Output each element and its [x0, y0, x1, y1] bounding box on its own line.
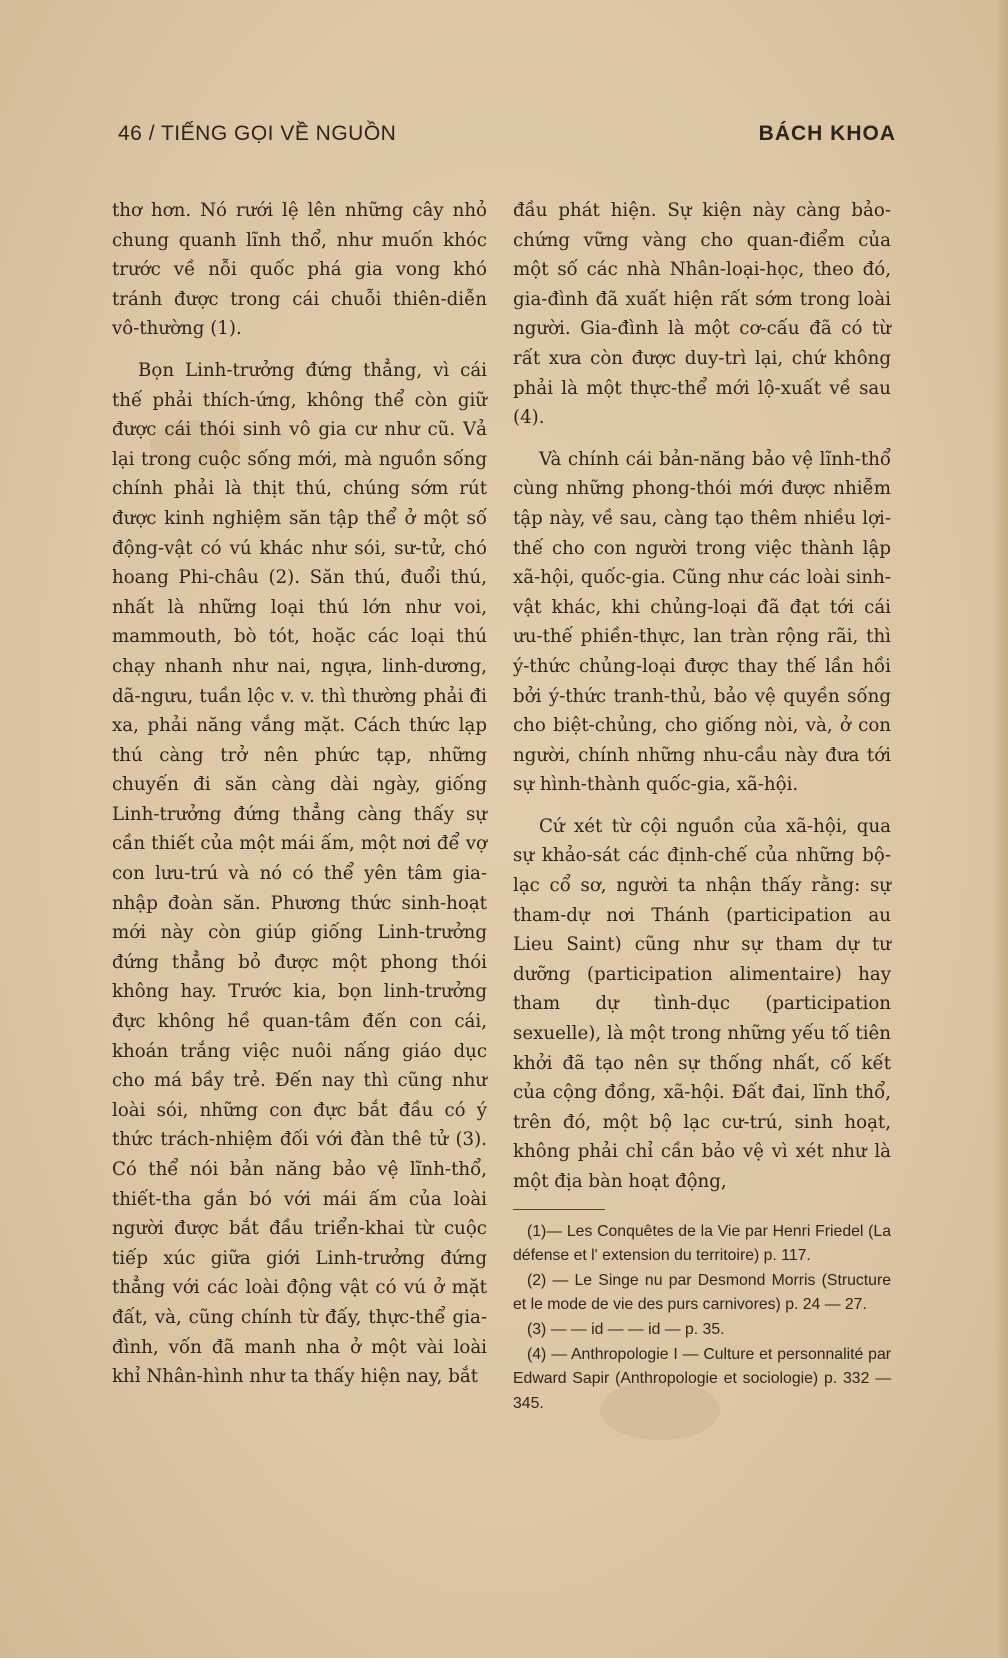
footnote: (1)— Les Conquêtes de la Vie par Henri Friedel (La défense et l' extension du territoire) p. 117. [513, 1222, 891, 1265]
footnote: (3) — — id — — id — p. 35. [527, 1320, 725, 1338]
page-edge [994, 0, 1008, 1658]
paragraph: Và chính cái bản-năng bảo vệ lĩnh-thổ cùng những phong-thói mới được nhiễm tập này, về sau, càng tạo thêm nhiều lợi-thế cho con người trong việc thành lập xã-hội, quốc-gia. Cũng như các loài sinh-vật khác, khi chủng-loại đã đạt tới cái ưu-thế phiền-thực, lan tràn rộng rãi, thì ý-thức chủng-loại được thay thế lần hồi bởi ý-thức tranh-thủ, bảo vệ quyền sống cho biệt-chủng, cho giống nòi, và, ở con người, chính những nhu-cầu này đưa tới sự hình-thành quốc-gia, xã-hội. [513, 448, 891, 796]
paragraph: đầu phát hiện. Sự kiện này càng bảo-chứng vững vàng cho quan-điểm của một số các nhà Nhân-loại-học, theo đó, gia-đình đã xuất hiện rất sớm trong loài người. Gia-đình là một cơ-cấu đã có từ rất xưa còn được duy-trì lại, chứ không phải là một thực-thể mới lộ-xuất về sau (4). [513, 200, 891, 429]
page-number-title: 46 / TIẾNG GỌI VỀ NGUỒN [118, 122, 397, 145]
paragraph: thơ hơn. Nó rưới lệ lên những cây nhỏ chung quanh lĩnh thổ, như muốn khóc trước về nỗi quốc phá gia vong khó tránh được trong cái chuỗi thiên-diễn vô-thường (1). [112, 200, 487, 340]
right-column [513, 196, 891, 1416]
footnotes [513, 1220, 891, 1417]
paragraph: Cứ xét từ cội nguồn của xã-hội, qua sự khảo-sát các định-chế của những bộ-lạc cổ sơ, người ta nhận thấy rằng: sự tham-dự nơi Thánh (participation au Lieu Saint) cũng như sự tham dự tư dưỡng (participation alimentaire) hay tham dự tình-dục (participation sexuelle), là một trong những yếu tố tiên khởi đã tạo nên sự thống nhất, cố kết của cộng đồng, xã-hội. Đất đai, lĩnh thổ, trên đó, một bộ lạc cư-trú, sinh hoạt, không phải chỉ cần bảo vệ vì xét như là một địa bàn hoạt động, [513, 815, 891, 1192]
running-header [118, 122, 896, 152]
left-column [112, 196, 487, 1392]
publication-name: BÁCH KHOA [758, 122, 896, 145]
footnote: (4) — Anthropologie I — Culture et personnalité par Edward Sapir (Anthropologie et sociologie) p. 332 — 345. [513, 1345, 891, 1412]
footnote: (2) — Le Singe nu par Desmond Morris (Structure et le mode de vie des purs carnivores) p. 24 — 27. [513, 1271, 891, 1314]
footnote-divider [513, 1209, 605, 1210]
paragraph: Bọn Linh-trưởng đứng thẳng, vì cái thế phải thích-ứng, không thể còn giữ được cái thói sinh vô gia cư như cũ. Vả lại trong cuộc sống mới, mà nguồn sống chính phải là thịt thú, chúng sớm rút được kinh nghiệm săn tập thể ở một số động-vật có vú khác như sói, sư-tử, chó hoang Phi-châu (2). Săn thú, đuổi thú, nhất là những loại thú lớn như voi, mammouth, bò tót, hoặc các loại thú chạy nhanh như nai, ngựa, linh-dương, dã-ngưu, tuần lộc v. v. thì thường phải đi xa, phải năng vắng mặt. Cách thức lạp thú càng trở nên phức tạp, những chuyến đi săn càng dài ngày, giống Linh-trưởng đứng thẳng càng thấy sự cần thiết của một mái ấm, một nơi để vợ con lưu-trú và nó có thể yên tâm gia-nhập đoàn săn. Phương thức sinh-hoạt mới này còn giúp giống Linh-trưởng đứng thẳng bỏ được một phong thói không hay. Trước kia, bọn linh-trưởng đực không hề quan-tâm đến con cái, khoán trắng việc nuôi nấng giáo dục cho má bầy trẻ. Đến nay thì cũng như loài sói, những con đực bắt đầu có ý thức trách-nhiệm đối với đàn thê tử (3). Có thể nói bản năng bảo vệ lĩnh-thổ, thiết-tha gắn bó với mái ấm của loài người được bắt đầu triển-khai từ cuộc tiếp xúc giữa giới Linh-trưởng đứng thẳng với các loài động vật có vú ở mặt đất, và, cũng chính từ đấy, thực-thể gia-đình, vốn đã manh nha ở một vài loài khỉ Nhân-hình như ta thấy hiện nay, bắt [112, 359, 487, 1388]
